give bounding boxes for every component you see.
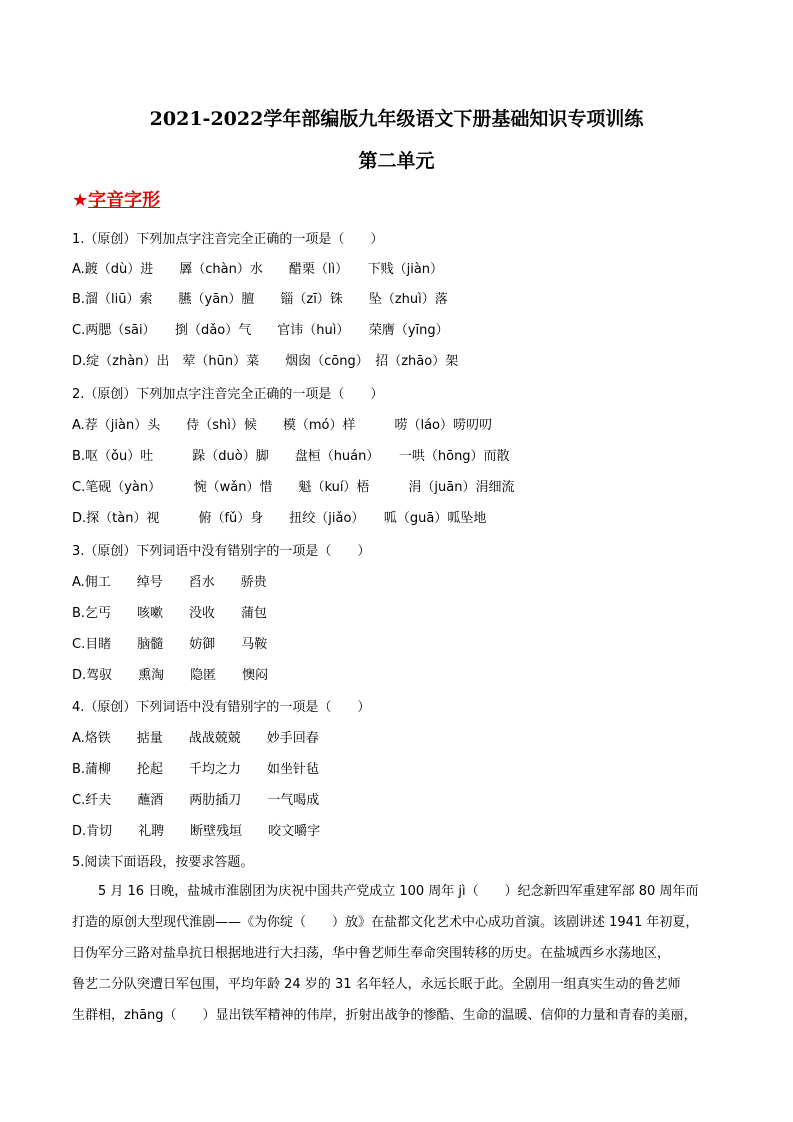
question-4-option-b: B.蒲柳 抡起 千均之力 如坐针毡: [72, 762, 320, 777]
question-4-option-a: A.烙铁 掂量 战战兢兢 妙手回春: [72, 731, 319, 746]
passage-line: 生群相，zhāng（ ）显出铁军精神的伟岸，折射出战争的惨酷、生命的温暖、信仰的力量和青春的美丽，: [72, 1008, 697, 1023]
unit-title: 第二单元: [358, 150, 435, 172]
passage-line: 打造的原创大型现代淮剧——《为你绽（ ）放》在盐都文化艺术中心成功首演。该剧讲述 1941 年初夏，: [72, 915, 699, 930]
passage-line: 5 月 16 日晚，盐城市淮剧团为庆祝中国共产党成立 100 周年 jì（ ）纪念新四军重建军部 80 周年而: [72, 884, 699, 899]
question-4-option-c: C.纤夫 蘸酒 两肋插刀 一气喝成: [72, 793, 320, 808]
question-5-stem: 5.阅读下面语段，按要求答题。: [72, 855, 254, 870]
question-1-option-b: B.溜（liū）索 臙（yān）膻 锱（zī）铢 坠（zhuì）落: [72, 292, 448, 307]
passage-line: 鲁艺二分队突遭日军包围，平均年龄 24 岁的 31 名年轻人，永远长眠于此。全剧用一组真实生动的鲁艺师: [72, 977, 681, 992]
question-2-option-d: D.探（tàn）视 俯（fǔ）身 扭绞（jiǎo） 呱（guā）呱坠地: [72, 511, 487, 526]
question-3-option-c: C.目睹 脑髓 妨御 马鞍: [72, 637, 268, 652]
question-3-stem: 3.（原创）下列词语中没有错别字的一项是（ ）: [72, 544, 371, 559]
question-1-option-a: A.踱（dù）进 羼（chàn）水 醋栗（lì） 下贱（jiàn）: [72, 262, 444, 277]
question-1-stem: 1.（原创）下列加点字注音完全正确的一项是（ ）: [72, 232, 384, 247]
question-3-option-a: A.佣工 绰号 舀水 骄贵: [72, 575, 267, 590]
question-3-option-d: D.驾驭 熏淘 隐匿 懊闷: [72, 668, 269, 683]
question-2-option-b: B.呕（ǒu）吐 跺（duò）脚 盘桓（huán） 一哄（hōng）而散: [72, 449, 510, 464]
question-2-stem: 2.（原创）下列加点字注音完全正确的一项是（ ）: [72, 387, 384, 402]
question-3-option-b: B.乞丐 咳嗽 没收 蒲包: [72, 606, 268, 621]
question-1-option-d: D.绽（zhàn）出 荤（hūn）菜 烟囱（cōng） 招（zhāo）架: [72, 354, 459, 369]
question-4-option-d: D.肯切 礼聘 断壁残垣 咬文嚼字: [72, 824, 321, 839]
section-title: 字音字形: [88, 190, 161, 211]
question-2-option-a: A.荐（jiàn）头 侍（shì）候 模（mó）样 唠（láo）唠叨叨: [72, 418, 492, 433]
question-4-stem: 4.（原创）下列词语中没有错别字的一项是（ ）: [72, 700, 371, 715]
passage-line: 日伪军分三路对盐阜抗日根据地进行大扫荡，华中鲁艺师生奉命突围转移的历史。在盐城西乡水荡地区，: [72, 946, 671, 961]
star-icon: ★: [72, 190, 89, 211]
question-1-option-c: C.两腮（sāi） 捯（dǎo）气 官讳（huì） 荣膺（yīng）: [72, 323, 449, 338]
reading-passage: [72, 876, 722, 1031]
question-2-option-c: C.笔砚（yàn） 惋（wǎn）惜 魁（kuí）梧 涓（juān）涓细流: [72, 480, 515, 495]
document-title: 2021-2022学年部编版九年级语文下册基础知识专项训练: [149, 108, 644, 130]
section-heading: [72, 186, 160, 212]
